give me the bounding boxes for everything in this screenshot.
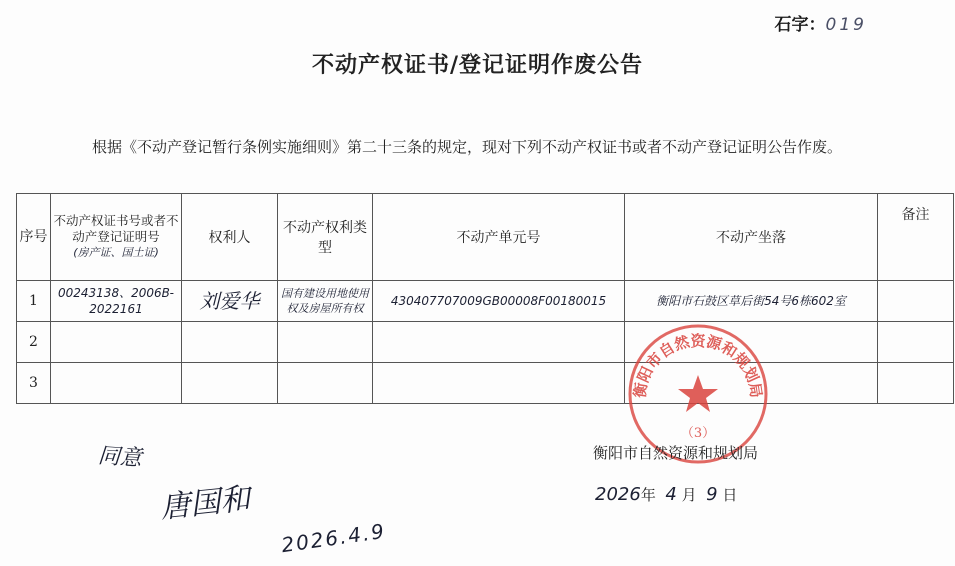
approval-note: 同意 [97, 443, 143, 472]
date-month-label: 月 [681, 486, 697, 504]
notice-body: 根据《不动产登记暂行条例实施细则》第二十三条的规定，现对下列不动产权证书或者不动产登记证明公告作废。 [92, 138, 843, 156]
header-serial: 序号 [17, 194, 51, 281]
cell-remarks [878, 281, 954, 322]
cell-right-type: 国有建设用地使用权及房屋所有权 [278, 281, 373, 322]
date-year-label: 年 [640, 486, 656, 504]
date-month: 4 [665, 484, 677, 505]
document-number-value: 019 [825, 15, 867, 35]
cell-unit-number: 430407707009GB00008F00180015 [373, 281, 625, 322]
signature-date: 2026.4.9 [279, 518, 388, 558]
header-certificate-label: 不动产权证书号或者不动产登记证明号 [53, 213, 179, 244]
cell-remarks [878, 363, 954, 404]
cell-right-type [278, 363, 373, 404]
table-row [17, 322, 954, 363]
issue-date [595, 484, 737, 505]
document-number [775, 10, 867, 35]
issuing-authority: 衡阳市自然资源和规划局 [593, 444, 759, 462]
date-year: 2026 [595, 484, 641, 505]
header-certificate [51, 194, 182, 281]
cell-owner [182, 363, 278, 404]
table-row [17, 281, 954, 322]
handwritten-signature: 唐国和 [158, 481, 252, 526]
seal-number: （3） [680, 426, 716, 441]
document-number-label: 石字： [774, 15, 826, 35]
header-location: 不动产坐落 [625, 194, 878, 281]
date-day-label: 日 [722, 486, 738, 504]
header-unit-number: 不动产单元号 [373, 194, 625, 281]
cell-right-type [278, 322, 373, 363]
cell-certificate: 00243138、2006B-2022161 [51, 281, 182, 322]
cell-owner: 刘爱华 [182, 281, 278, 322]
seal-star-icon [678, 375, 718, 412]
header-certificate-note: (房产证、国土证) [73, 246, 159, 259]
cell-remarks [878, 322, 954, 363]
seal-arc-text: 衡阳市自然资源和规划局 [630, 331, 766, 399]
cell-serial: 3 [17, 363, 51, 404]
cell-location: 衡阳市石鼓区草后街54号6栋602室 [625, 281, 878, 322]
header-remarks: 备注 [878, 194, 954, 281]
table-header-row [17, 194, 954, 281]
date-day: 9 [706, 484, 718, 505]
cell-unit-number [373, 363, 625, 404]
header-right-type: 不动产权利类型 [278, 194, 373, 281]
cell-serial: 1 [17, 281, 51, 322]
void-certificate-table [16, 193, 954, 404]
cell-serial: 2 [17, 322, 51, 363]
page-title: 不动产权证书/登记证明作废公告 [311, 52, 644, 78]
table-row [17, 363, 954, 404]
cell-owner [182, 322, 278, 363]
cell-certificate [51, 363, 182, 404]
cell-unit-number [373, 322, 625, 363]
cell-certificate [51, 322, 182, 363]
header-owner: 权利人 [182, 194, 278, 281]
